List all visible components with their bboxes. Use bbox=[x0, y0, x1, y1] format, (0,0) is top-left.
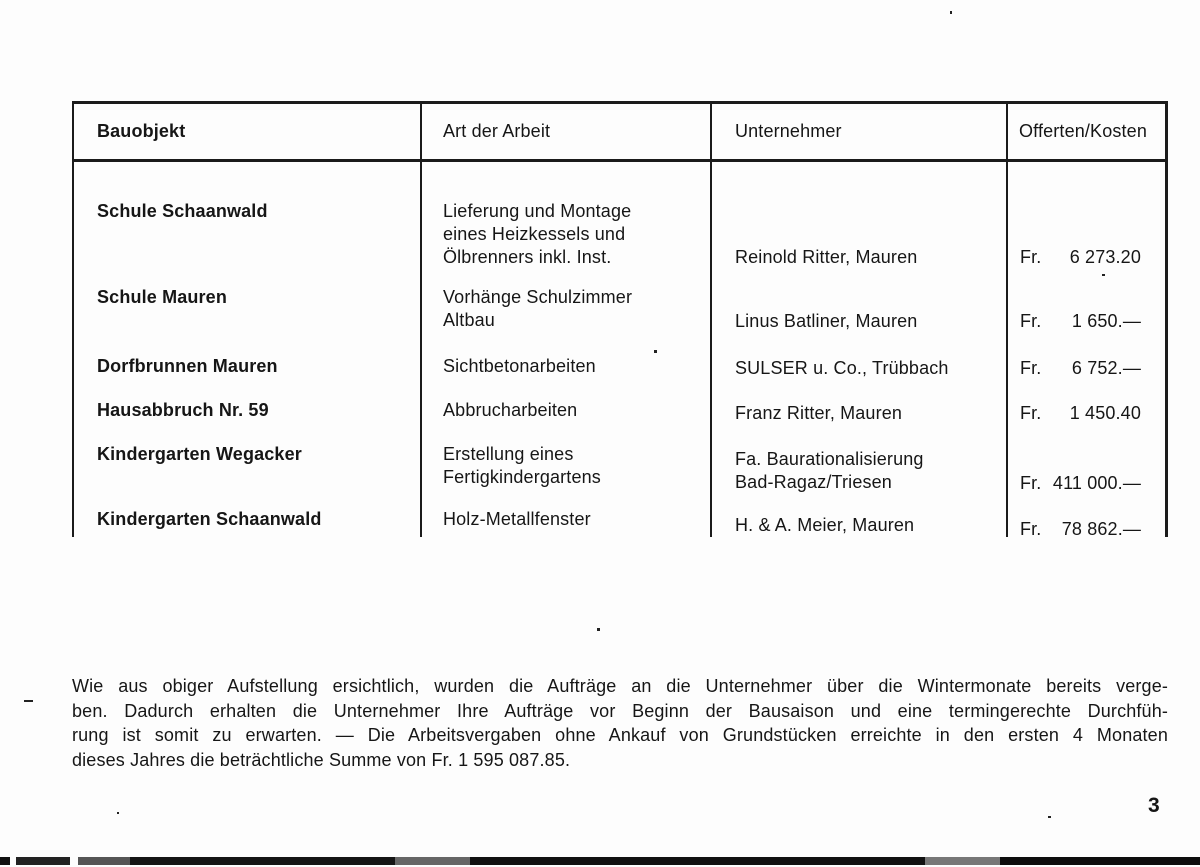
art-cell bbox=[420, 508, 710, 531]
unternehmer-cell bbox=[710, 357, 1006, 380]
kosten-cell bbox=[1006, 518, 1167, 541]
art-cell bbox=[420, 355, 710, 378]
text-line: Vorhänge Schulzimmer bbox=[443, 287, 633, 307]
currency-label: Fr. bbox=[1020, 358, 1042, 378]
unternehmer-cell bbox=[710, 514, 1006, 537]
unternehmer-cell bbox=[710, 310, 1006, 333]
paragraph-line: rung ist somit zu erwarten. — Die Arbeitsvergaben ohne Ankauf von Grundstücken erreichte in den ersten 4 Monaten bbox=[72, 725, 1168, 746]
currency-label: Fr. bbox=[1020, 403, 1042, 423]
column-header-bauobjekt: Bauobjekt bbox=[97, 121, 186, 141]
kosten-cell bbox=[1006, 402, 1167, 425]
currency-label: Fr. bbox=[1020, 473, 1042, 493]
column-header-offerten-kosten: Offerten/Kosten bbox=[1019, 121, 1147, 141]
amount-value: 6 752.— bbox=[1071, 358, 1141, 378]
text-line: Fertigkindergartens bbox=[443, 467, 601, 487]
bauobjekt-cell: Kindergarten Schaanwald bbox=[97, 509, 322, 529]
scan-speck bbox=[597, 628, 600, 631]
table-row bbox=[72, 508, 1167, 541]
table-header-row bbox=[72, 104, 1167, 159]
amount-value: 1 450.40 bbox=[1069, 403, 1141, 423]
column-header-unternehmer: Unternehmer bbox=[735, 121, 842, 141]
unternehmer-cell bbox=[710, 246, 1006, 269]
bauobjekt-cell: Dorfbrunnen Mauren bbox=[97, 356, 278, 376]
currency-label: Fr. bbox=[1020, 311, 1042, 331]
text-line: Linus Batliner, Mauren bbox=[735, 311, 918, 331]
kosten-cell bbox=[1006, 472, 1167, 495]
currency-label: Fr. bbox=[1020, 519, 1042, 539]
art-cell bbox=[420, 399, 710, 422]
text-line: eines Heizkessels und bbox=[443, 224, 626, 244]
vergaben-table bbox=[72, 101, 1167, 537]
text-line: Altbau bbox=[443, 310, 495, 330]
bauobjekt-cell: Schule Mauren bbox=[97, 287, 227, 307]
amount-value: 6 273.20 bbox=[1069, 247, 1141, 267]
table-row bbox=[72, 355, 1167, 380]
table-row bbox=[72, 286, 1167, 333]
scan-edge-bar bbox=[0, 857, 1200, 865]
text-line: H. & A. Meier, Mauren bbox=[735, 515, 915, 535]
unternehmer-cell bbox=[710, 402, 1006, 425]
scan-speck bbox=[1102, 274, 1105, 276]
scan-speck bbox=[24, 700, 33, 702]
text-line: Reinold Ritter, Mauren bbox=[735, 247, 918, 267]
amount-value: 1 650.— bbox=[1071, 311, 1141, 331]
text-line: Abbrucharbeiten bbox=[443, 400, 578, 420]
text-line: SULSER u. Co., Trübbach bbox=[735, 358, 949, 378]
text-line: Fa. Baurationalisierung bbox=[735, 449, 924, 469]
text-line: Holz-Metallfenster bbox=[443, 509, 591, 529]
summary-paragraph bbox=[72, 674, 1168, 772]
scan-speck bbox=[950, 11, 952, 14]
scan-speck bbox=[117, 812, 119, 814]
text-line: Lieferung und Montage bbox=[443, 201, 632, 221]
text-line: Franz Ritter, Mauren bbox=[735, 403, 903, 423]
table-header-separator bbox=[72, 159, 1167, 162]
unternehmer-cell bbox=[710, 448, 1006, 494]
scan-speck bbox=[654, 350, 657, 353]
table-row bbox=[72, 200, 1167, 269]
paragraph-line: ben. Dadurch erhalten die Unternehmer Ihre Aufträge vor Beginn der Bausaison und eine termingerechte Durchfüh- bbox=[72, 700, 1168, 721]
bauobjekt-cell: Schule Schaanwald bbox=[97, 201, 268, 221]
amount-value: 78 862.— bbox=[1061, 519, 1141, 539]
table-row bbox=[72, 399, 1167, 425]
scan-speck bbox=[1048, 816, 1051, 818]
page-number: 3 bbox=[1148, 794, 1160, 817]
paragraph-line: Wie aus obiger Aufstellung ersichtlich, wurden die Aufträge an die Unternehmer über die Wintermonate bereits verge- bbox=[72, 676, 1168, 696]
bauobjekt-cell: Kindergarten Wegacker bbox=[97, 444, 302, 464]
text-line: Erstellung eines bbox=[443, 444, 574, 464]
kosten-cell bbox=[1006, 310, 1167, 333]
currency-label: Fr. bbox=[1020, 247, 1042, 267]
text-line: Ölbrenners inkl. Inst. bbox=[443, 247, 612, 267]
amount-value: 411 000.— bbox=[1052, 473, 1141, 493]
art-cell bbox=[420, 200, 710, 269]
bauobjekt-cell: Hausabbruch Nr. 59 bbox=[97, 400, 269, 420]
column-header-art-der-arbeit: Art der Arbeit bbox=[443, 121, 551, 141]
table-row bbox=[72, 443, 1167, 495]
text-line: Bad-Ragaz/Triesen bbox=[735, 472, 892, 492]
kosten-cell bbox=[1006, 246, 1167, 269]
art-cell bbox=[420, 286, 710, 332]
text-line: Sichtbetonarbeiten bbox=[443, 356, 596, 376]
kosten-cell bbox=[1006, 357, 1167, 380]
art-cell bbox=[420, 443, 710, 489]
paragraph-line: dieses Jahres die beträchtliche Summe von Fr. 1 595 087.85. bbox=[72, 749, 571, 770]
